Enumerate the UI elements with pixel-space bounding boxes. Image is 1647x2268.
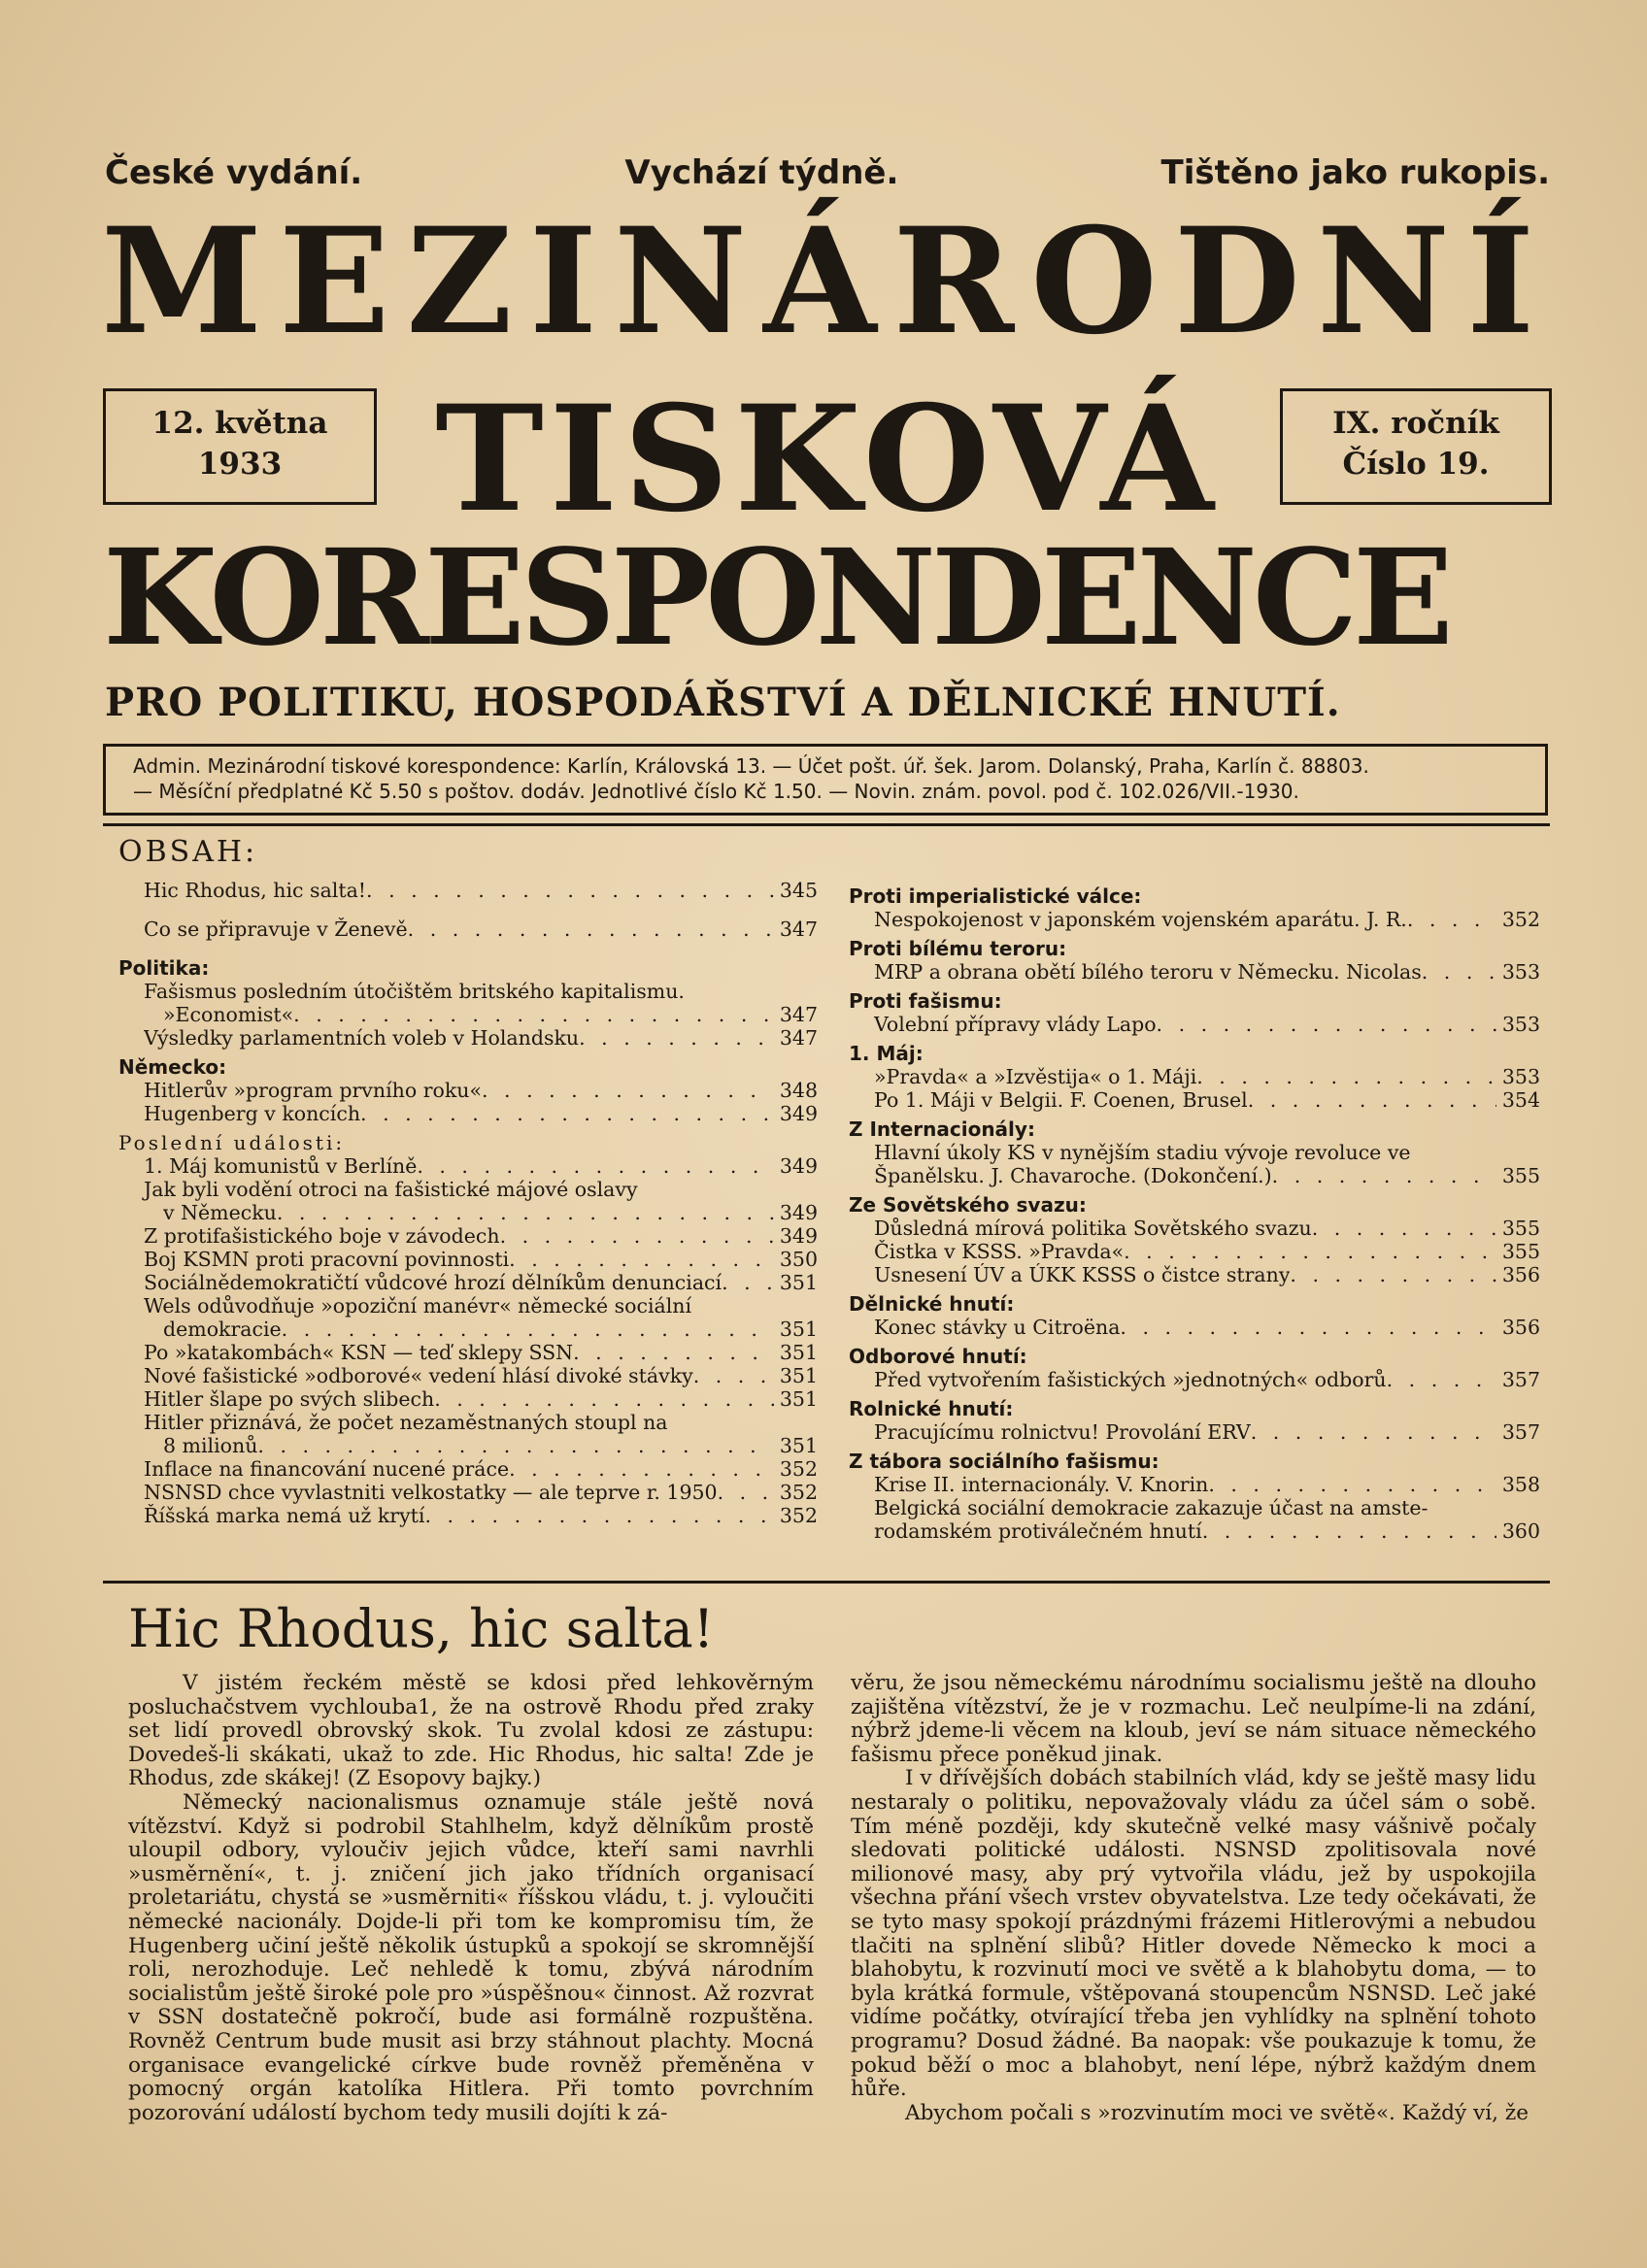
toc-entry-row [144,1102,818,1125]
toc-section-heading: Proti fašismu: [849,989,1002,1013]
toc-entry [118,917,818,941]
toc-entry-page: 358 [1501,1473,1540,1496]
toc-entry-title: Co se připravuje v Ženevě [144,917,408,941]
toc-entry-row [874,1217,1540,1240]
article-paragraph: Německý nacionalismus oznamuje stále ještě nová vítězství. Když si podrobil Stahlhelm, když dělníkům prostě uloupil odbory, vyloučiv jejich vůdce, kteří sami navrhli »usměrnění«, t. j. zničení jich jako třídních organisací proletariátu, chystá se »usměrniti« říšskou vládu, t. j. vyloučiti německé nacionály. Dojde-li při tom ke kompromisu tím, že Hugenberg učiní ještě několik ústupků a spokojí se skromnější roli, nerozhoduje. Leč nehledě k tomu, zbývá národním socialistům ještě široké pole pro »úspěšnou« činnost. Až rozvrat v SSN dostatečně pokročí, bude asi formálně rozpuštěna. Rovněž Centrum bude musit asi brzy stáhnout plachty. Mocná organisace evangelické církve bude rovněž přeměněna v pomocný orgán katolíka Hitlera. Při tomto povrchním pozorování událostí bychom tedy musili dojíti k zá- [128,1789,814,2125]
toc-section-heading: Odborové hnutí: [849,1345,1027,1368]
toc-entry-title: NSNSD chce vyvlastniti velkostatky — ale teprve r. 1950 [144,1481,718,1504]
toc-leader-dots [424,1504,773,1527]
volume-line-2: Číslo 19. [1342,447,1490,482]
toc-leader-dots [434,1387,774,1411]
header-line [105,153,1550,192]
toc-entry-page: 351 [779,1341,818,1364]
toc-entry-title: Před vytvořením fašistických »jednotných« odborů [874,1368,1387,1391]
toc-entry-title: 1. Máj komunistů v Berlíně [144,1154,418,1178]
volume-box [1280,388,1552,505]
toc-leader-dots [1248,1088,1496,1112]
toc-entry [849,1088,1540,1112]
toc-entry [118,1294,818,1341]
toc-entry [849,1217,1540,1240]
divider [103,823,1550,826]
toc-entry-row [874,1088,1540,1112]
toc-entry-title-line: Belgická sociální demokracie zakazuje účast na amste- [874,1496,1429,1519]
toc-entry [118,1364,818,1387]
toc-leader-dots [509,1457,774,1481]
toc-entry-row [144,1457,818,1481]
toc-entry [118,1411,818,1457]
toc-entry [118,1387,818,1411]
toc-leader-dots [693,1364,774,1387]
toc-leader-dots [1208,1473,1496,1496]
article-title: Hic Rhodus, hic salta! [128,1598,715,1659]
toc-entry-row [874,1519,1540,1543]
toc-entry-page: 355 [1501,1164,1540,1187]
toc-entry-title: rodamském protiválečném hnutí [874,1519,1202,1543]
toc-entry-title: Čistka v KSSS. »Pravda« [874,1240,1125,1263]
print-note-label: Tištěno jako rukopis. [1160,153,1550,192]
toc-leader-dots [1407,908,1496,931]
toc-entry-row [144,1387,818,1411]
toc-leader-dots [722,1271,774,1294]
toc-leader-dots [579,1026,774,1050]
toc-entry-row [144,1341,818,1364]
toc-entry-title: 8 milionů [163,1434,258,1457]
toc-entry-row [874,1065,1540,1088]
toc-entry [118,1026,818,1050]
toc-leader-dots [1196,1065,1496,1088]
toc-entry-page: 355 [1501,1217,1540,1240]
masthead-line-3: KORESPONDENCE [103,520,1449,676]
toc-entry-title: demokracie [163,1317,282,1341]
toc-entry-row [874,1013,1540,1036]
toc-entry-row [144,1317,818,1341]
divider [103,1581,1550,1584]
toc-entry-page: 349 [779,1224,818,1248]
toc-leader-dots [408,917,774,941]
toc-entry [118,1504,818,1527]
toc-entry-page: 357 [1501,1368,1540,1391]
date-line-2: 1933 [197,447,283,482]
date-line-1: 12. května [151,406,328,441]
article-paragraph: I v dřívějších dobách stabilních vlád, kdy se ještě masy lidu nestaraly o politiku, nepovažovaly vládu za účel sám o sobě. Tím méně později, kdy skutečně velké masy vášnivě počaly sledovati politické události. NSNSD zpolitisovala nové milionové masy, aby prý vytvořila vládu, jež by uspokojila všechna přání všech vrstev obyvatelstva. Lze tedy očekávati, že se tyto masy spokojí prázdnými frázemi Hitlerovými a nebudou tlačiti na splnění slibů? Hitler dovede Německo k moci a blahobytu, k rozvinutí moci ve světě a k blahobytu doma, — to byla krátká formule, vštěpovaná stoupencům NSNSD. Leč jaké vidíme počátky, otvírající třeba jen vyhlídky na splnění tohoto programu? Dosud žádné. Ba naopak: vše poukazuje k tomu, že pokud běží o moc a blahobyt, není lépe, nýbrž každým dnem hůře. [851,1766,1536,2102]
toc-leader-dots [1312,1217,1496,1240]
toc-entry-title: Usnesení ÚV a ÚKK KSSS o čistce strany [874,1263,1291,1286]
toc-entry-row [874,1473,1540,1496]
toc-entry-row [144,1224,818,1248]
toc-entry-row [874,1164,1540,1187]
toc-leader-dots [509,1248,774,1271]
toc-entry-title: Španělsku. J. Chavaroche. (Dokončení.) [874,1164,1272,1187]
toc-section-heading: Z Internacionály: [849,1117,1035,1141]
toc-entry-page: 352 [779,1457,818,1481]
toc-section-heading: Rolnické hnutí: [849,1397,1014,1420]
toc-entry-title: Inflace na financování nucené práce [144,1457,510,1481]
toc-entry-page: 357 [1501,1420,1540,1444]
toc-title: OBSAH: [118,835,258,869]
toc-entry-title: Volební přípravy vlády Lapo [874,1013,1157,1036]
toc-leader-dots [1290,1263,1496,1286]
toc-entry-row [874,1263,1540,1286]
toc-section-heading: Ze Sovětského svazu: [849,1193,1087,1217]
toc-leader-dots [1272,1164,1496,1187]
toc-entry [118,1178,818,1224]
toc-leader-dots [482,1079,774,1102]
toc-entry-page: 348 [779,1079,818,1102]
toc-entry-row [144,917,818,941]
toc-entry-row [874,1240,1540,1263]
toc-leader-dots [257,1434,773,1457]
masthead-line-2: TISKOVÁ [435,374,1220,545]
toc-entry-title: »Economist« [163,1003,294,1026]
toc-entry-page: 356 [1501,1263,1540,1286]
toc-entry-title: Říšská marka nemá už krytí [144,1504,425,1527]
toc-leader-dots [277,1201,774,1224]
toc-left-column [118,879,818,1527]
toc-entry [849,1316,1540,1339]
toc-entry-title: Pracujícímu rolnictvu! Provolání ERV [874,1420,1251,1444]
toc-entry-row [144,879,818,902]
toc-entry-page: 355 [1501,1240,1540,1263]
toc-entry [118,1481,818,1504]
toc-leader-dots [282,1317,774,1341]
toc-leader-dots [1124,1240,1496,1263]
toc-entry [849,1420,1540,1444]
toc-leader-dots [1251,1420,1496,1444]
toc-leader-dots [573,1341,774,1364]
toc-entry-title: Hitler šlape po svých slibech [144,1387,435,1411]
toc-entry-row [144,1154,818,1178]
toc-leader-dots [1387,1368,1496,1391]
toc-entry-page: 350 [779,1248,818,1271]
toc-entry-page: 352 [1501,908,1540,931]
toc-entry-row [144,1248,818,1271]
toc-entry-title: Z protifašistického boje v závodech [144,1224,500,1248]
toc-entry [118,1248,818,1271]
toc-entry [118,1079,818,1102]
toc-entry [849,1496,1540,1543]
toc-entry-title: MRP a obrana obětí bílého teroru v Německu. Nicolas [874,960,1422,984]
toc-entry [849,1141,1540,1187]
toc-section-heading: Z tábora sociálního fašismu: [849,1450,1160,1473]
toc-leader-dots [500,1224,774,1248]
article-column-left [128,1672,814,2125]
toc-entry-title: Hic Rhodus, hic salta! [144,879,367,902]
toc-entry-page: 349 [779,1154,818,1178]
frequency-label: Vychází týdně. [624,153,899,192]
toc-entry-title-line: Jak byli vodění otroci na fašistické májové oslavy [144,1178,638,1201]
toc-section-heading: Poslední události: [118,1131,346,1154]
admin-line-1: Admin. Mezinárodní tiskové korespondence: Karlín, Královská 13. — Účet pošt. úř. šek. Jarom. Dolanský, Praha, Karlín č. 88803. [133,754,1369,778]
edition-label: České vydání. [105,153,363,192]
toc-entry-row [144,1271,818,1294]
toc-entry-page: 356 [1501,1316,1540,1339]
volume-line-1: IX. ročník [1332,406,1499,441]
toc-entry-page: 353 [1501,1013,1540,1036]
masthead-subtitle: PRO POLITIKU, HOSPODÁŘSTVÍ A DĚLNICKÉ HNUTÍ. [105,680,1341,725]
toc-leader-dots [1202,1519,1496,1543]
toc-leader-dots [1157,1013,1496,1036]
toc-entry-page: 351 [779,1271,818,1294]
toc-entry-title: Po 1. Máji v Belgii. F. Coenen, Brusel [874,1088,1248,1112]
toc-entry-page: 353 [1501,1065,1540,1088]
toc-entry-title: Po »katakombách« KSN — teď sklepy SSN [144,1341,574,1364]
toc-right-column [849,879,1540,1543]
toc-entry-page: 351 [779,1387,818,1411]
toc-entry [849,1013,1540,1036]
toc-entry-row [144,1201,818,1224]
toc-entry-title: Hitlerův »program prvního roku« [144,1079,482,1102]
toc-entry-title-line: Hlavní úkoly KS v nynějším stadiu vývoje revoluce ve [874,1141,1411,1164]
toc-entry-page: 354 [1501,1088,1540,1112]
toc-entry [118,1154,818,1178]
toc-entry [118,1224,818,1248]
toc-entry [849,1473,1540,1496]
toc-entry-row [144,1504,818,1527]
toc-entry-title: »Pravda« a »Izvěstija« o 1. Máji [874,1065,1197,1088]
article-paragraph: věru, že jsou německému národnímu socialismu ještě na dlouho zajištěna vítězství, že je v rozmachu. Leč neulpíme-li na zdání, nýbrž jdeme-li věcem na kloub, jeví se nám situace německého fašismu přece poněkud jinak. [851,1671,1536,1767]
admin-box [103,744,1548,816]
toc-entry-title-line: Fašismus posledním útočištěm britského kapitalismu. [144,980,685,1003]
toc-entry-page: 352 [779,1481,818,1504]
toc-entry [849,1065,1540,1088]
admin-line-2: — Měsíční předplatné Kč 5.50 s poštov. dodáv. Jednotlivé číslo Kč 1.50. — Novin. znám. povol. pod č. 102.026/VII.-1930. [133,780,1299,803]
toc-entry-title: Důsledná mírová politika Sovětského svazu [874,1217,1312,1240]
toc-entry-row [144,1364,818,1387]
article-paragraph: V jistém řeckém městě se kdosi před lehkověrným posluchačstvem vychlouba1, že na ostrově Rhodu před zraky set lidí provedl obrovský skok. Tu zvolal kdosi ze zástupu: Dovedeš-li skákati, ukaž to zde. Hic Rhodus, hic salta! Zde je Rhodus, zde skákej! (Z Esopovy bajky.) [128,1671,814,1791]
toc-entry [849,1368,1540,1391]
toc-leader-dots [718,1481,774,1504]
toc-entry-page: 353 [1501,960,1540,984]
toc-entry-page: 349 [779,1201,818,1224]
toc-entry-title: Hugenberg v koncích [144,1102,361,1125]
toc-entry [849,1240,1540,1263]
article-paragraph: Abychom počali s »rozvinutím moci ve světě«. Každý ví, že [905,2100,1529,2125]
toc-section-heading: Německo: [118,1055,227,1079]
toc-entry [118,1457,818,1481]
toc-section-heading: Proti imperialistické válce: [849,884,1142,908]
toc-leader-dots [366,879,774,902]
toc-entry [849,1263,1540,1286]
toc-entry-title: Nespokojenost v japonském vojenském aparátu. J. R. [874,908,1407,931]
toc-entry-title: Boj KSMN proti pracovní povinnosti [144,1248,510,1271]
toc-entry-page: 349 [779,1102,818,1125]
toc-leader-dots [417,1154,774,1178]
toc-entry-title-line: Hitler přiznává, že počet nezaměstnaných stoupl na [144,1411,668,1434]
toc-entry-page: 351 [779,1364,818,1387]
toc-entry-row [874,960,1540,984]
toc-entry-row [874,908,1540,931]
toc-entry-title: Krise II. internacionály. V. Knorin [874,1473,1209,1496]
toc-leader-dots [360,1102,774,1125]
toc-entry-page: 360 [1501,1519,1540,1543]
toc-entry-title: v Německu [163,1201,277,1224]
toc-section-heading: Dělnické hnutí: [849,1292,1015,1316]
masthead-line-1: MEZINÁRODNÍ [101,196,1552,367]
toc-entry [118,1102,818,1125]
toc-entry-page: 347 [779,917,818,941]
toc-entry [118,1271,818,1294]
toc-entry-page: 347 [779,1003,818,1026]
date-box [103,388,377,505]
toc-leader-dots [293,1003,774,1026]
toc-entry-row [144,1003,818,1026]
toc-entry-page: 347 [779,1026,818,1050]
toc-entry-title: Výsledky parlamentních voleb v Holandsku [144,1026,580,1050]
toc-entry-page: 351 [779,1434,818,1457]
toc-leader-dots [1120,1316,1496,1339]
toc-entry-title: Konec stávky u Citroëna [874,1316,1121,1339]
toc-entry-row [874,1368,1540,1391]
toc-entry-title: Nové fašistické »odborové« vedení hlásí divoké stávky [144,1364,693,1387]
toc-entry-title: Sociálnědemokratičtí vůdcové hrozí dělníkům denunciací [144,1271,723,1294]
toc-entry-page: 352 [779,1504,818,1527]
toc-entry-row [144,1481,818,1504]
toc-section-heading: Proti bílému teroru: [849,937,1067,960]
toc-leader-dots [1422,960,1496,984]
toc-entry-row [144,1434,818,1457]
article-column-right [851,1672,1536,2125]
toc-section-heading: 1. Máj: [849,1042,924,1065]
toc-entry [118,879,818,902]
toc-entry-row [874,1316,1540,1339]
toc-entry-row [144,1026,818,1050]
toc-entry [849,960,1540,984]
toc-entry [849,908,1540,931]
toc-entry-row [144,1079,818,1102]
toc-entry-page: 345 [779,879,818,902]
toc-entry-title-line: Wels odůvodňuje »opoziční manévr« německé sociální [144,1294,692,1317]
toc-entry-row [874,1420,1540,1444]
toc-section-heading: Politika: [118,956,210,980]
toc-entry [118,980,818,1026]
toc-entry-page: 351 [779,1317,818,1341]
toc-entry [118,1341,818,1364]
